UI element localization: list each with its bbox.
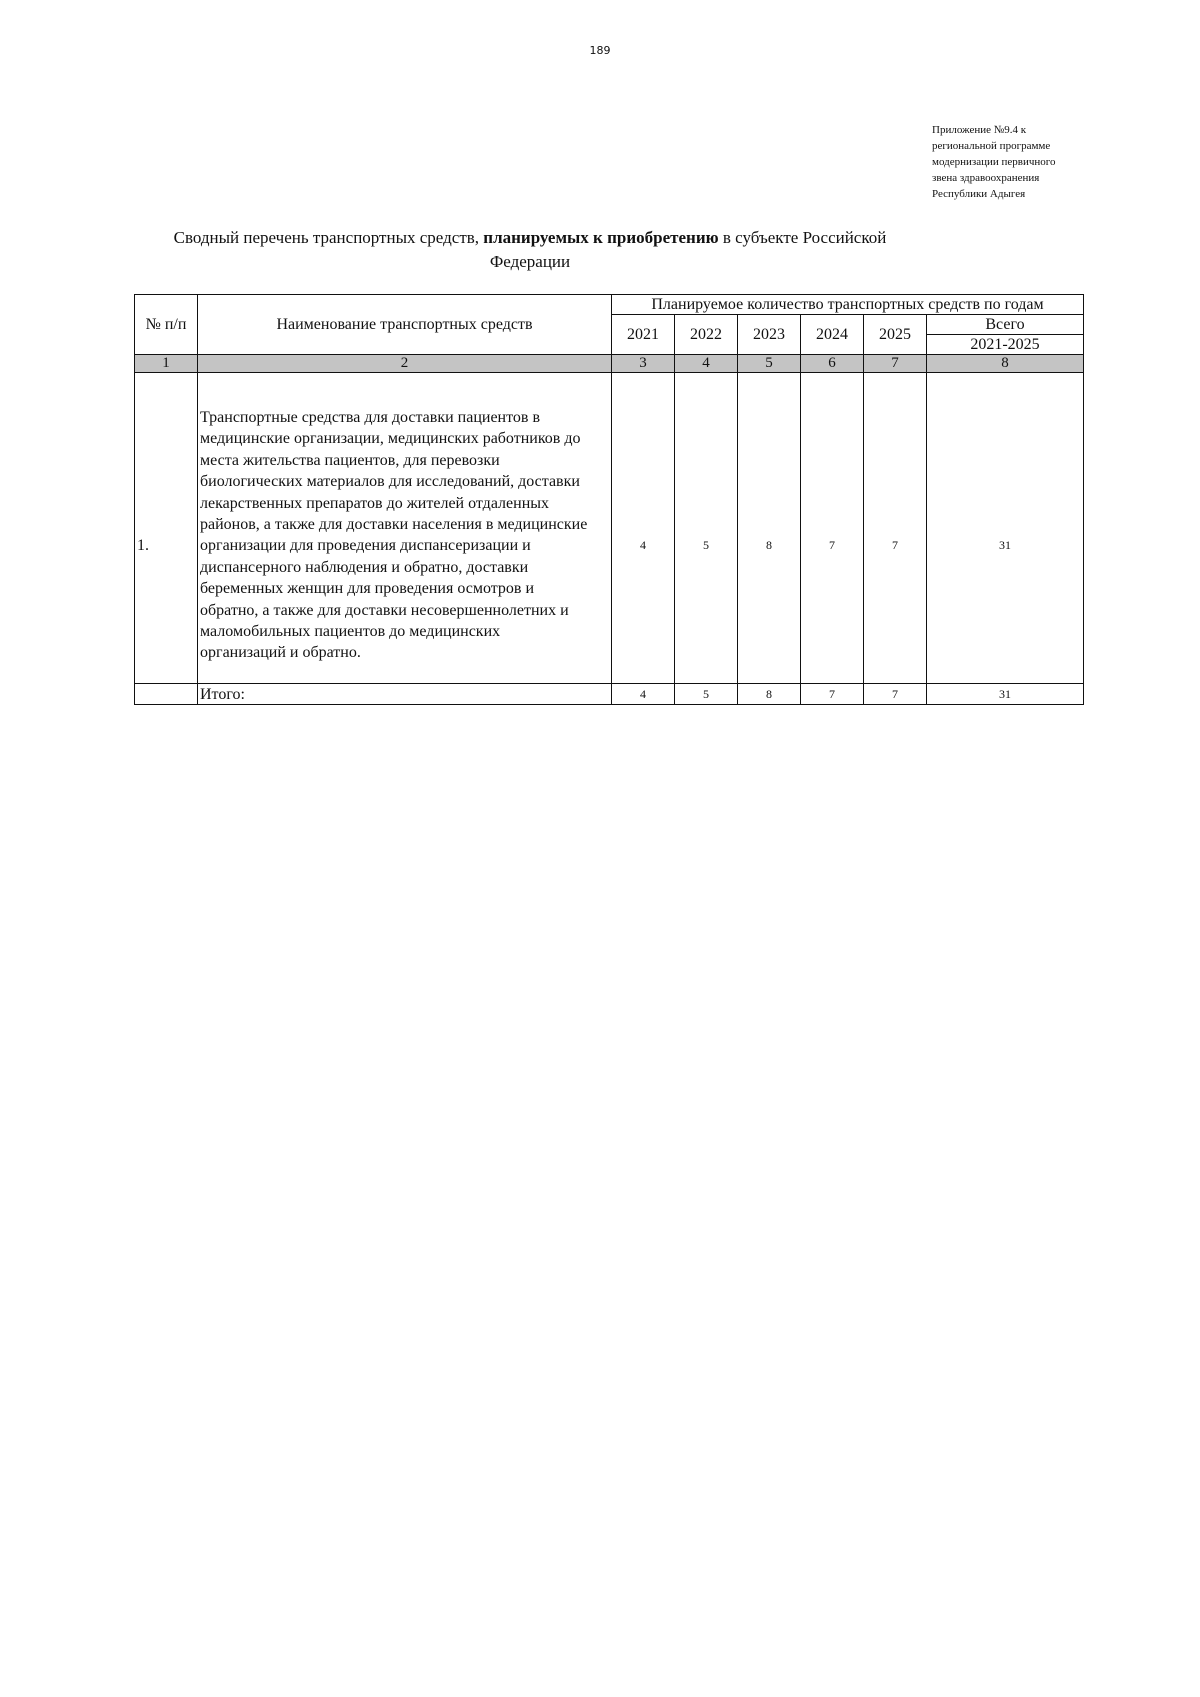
column-number: 6 <box>801 355 864 373</box>
header-total: Всего <box>927 315 1084 335</box>
appendix-line: модернизации первичного <box>932 156 1056 168</box>
total-2024: 7 <box>801 684 864 705</box>
title-bold: планируемых к приобретению <box>483 228 719 247</box>
description-line: Транспортные средства для доставки пациентов в <box>200 409 541 426</box>
total-2021: 4 <box>612 684 675 705</box>
total-all: 31 <box>927 684 1084 705</box>
value-2023: 8 <box>738 407 801 684</box>
description-line: организаций и обратно. <box>200 644 361 662</box>
appendix-note <box>932 122 1162 202</box>
description-line: медицинские организации, медицинских работников до <box>200 430 581 448</box>
appendix-line: Республики Адыгея <box>932 188 1026 200</box>
column-number: 8 <box>927 355 1084 373</box>
value-2025: 7 <box>864 407 927 684</box>
column-number: 4 <box>675 355 738 373</box>
title-line-2: Федерации <box>489 252 571 271</box>
header-total-period: 2021-2025 <box>927 335 1084 355</box>
header-year: 2025 <box>864 315 927 355</box>
description-line: беременных женщин для проведения осмотров и <box>200 580 535 598</box>
header-name: Наименование транспортных средств <box>198 295 612 355</box>
description-line: лекарственных препаратов до жителей отдаленных <box>200 494 550 512</box>
description-line: диспансерного наблюдения и обратно, доставки <box>200 558 529 576</box>
appendix-line: региональной программе <box>932 140 1051 152</box>
column-number: 2 <box>198 355 612 373</box>
vehicles-table <box>134 294 1084 705</box>
table-row <box>135 407 1084 684</box>
value-2022: 5 <box>675 407 738 684</box>
header-planned: Планируемое количество транспортных средств по годам <box>612 295 1084 315</box>
title-line-1 <box>150 226 910 250</box>
header-year: 2023 <box>738 315 801 355</box>
column-numbers-row <box>135 355 1084 373</box>
appendix-line: звена здравоохранения <box>932 172 1040 184</box>
page-number: 189 <box>589 44 611 57</box>
header-year: 2024 <box>801 315 864 355</box>
row-number: 1. <box>135 407 198 684</box>
column-number: 1 <box>135 355 198 373</box>
description-line: места жительства пациентов, для перевозки <box>200 451 500 469</box>
header-num: № п/п <box>135 295 198 355</box>
total-2022: 5 <box>675 684 738 705</box>
description-line: маломобильных пациентов до медицинских <box>200 623 501 641</box>
totals-empty <box>135 684 198 705</box>
value-total: 31 <box>927 407 1084 684</box>
value-2024: 7 <box>801 407 864 684</box>
total-2025: 7 <box>864 684 927 705</box>
value-2021: 4 <box>612 407 675 684</box>
totals-row <box>135 684 1084 705</box>
totals-label: Итого: <box>198 684 612 705</box>
description-line: районов, а также для доставки населения в медицинские <box>200 516 588 534</box>
column-number: 5 <box>738 355 801 373</box>
description-line: организации для проведения диспансеризации и <box>200 537 531 555</box>
description-line: биологических материалов для исследований, доставки <box>200 473 580 491</box>
vehicle-description <box>198 407 612 684</box>
header-year: 2022 <box>675 315 738 355</box>
title-part-2: в субъекте Российской <box>718 228 887 247</box>
description-line: обратно, а также для доставки несовершеннолетних и <box>200 601 569 619</box>
spacer-row <box>135 373 1084 408</box>
header-row-1 <box>135 295 1084 315</box>
title-part-1: Сводный перечень транспортных средств, <box>173 228 484 247</box>
appendix-line: Приложение №9.4 к <box>932 124 1027 136</box>
column-number: 7 <box>864 355 927 373</box>
header-year: 2021 <box>612 315 675 355</box>
column-number: 3 <box>612 355 675 373</box>
total-2023: 8 <box>738 684 801 705</box>
document-title <box>150 226 910 274</box>
